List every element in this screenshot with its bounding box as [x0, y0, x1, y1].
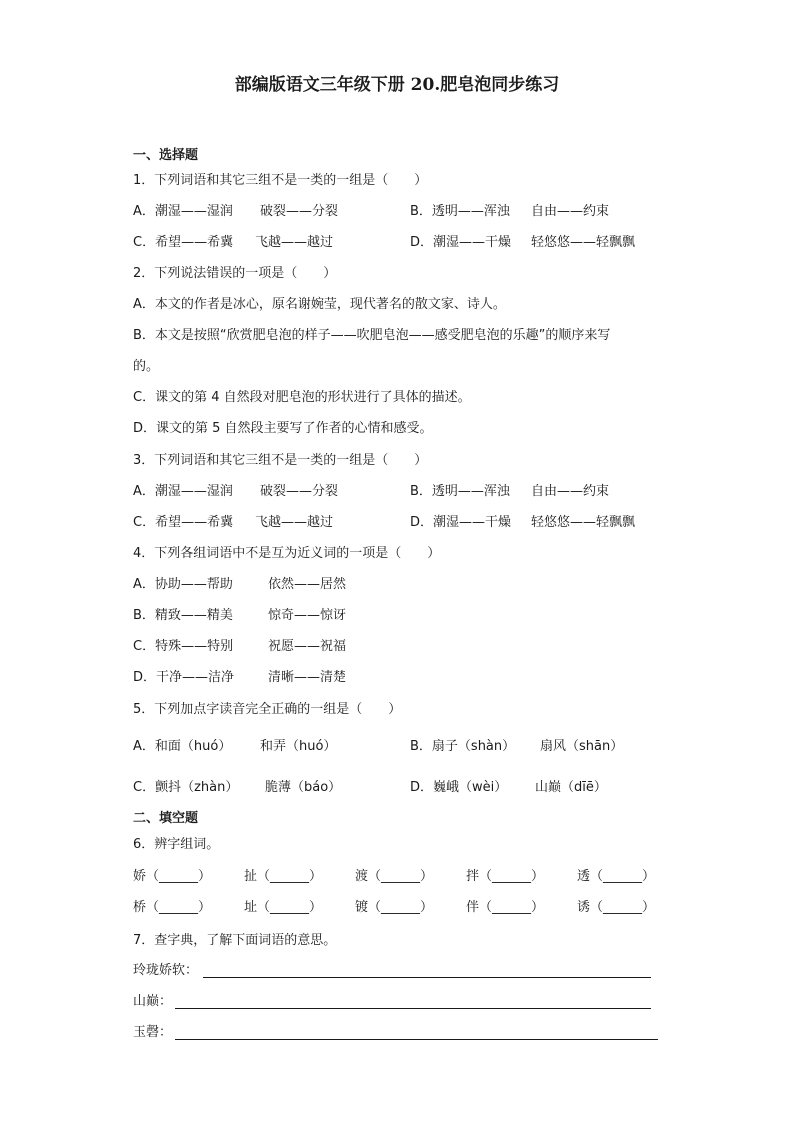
answer-line[interactable]: [203, 977, 651, 978]
option-a-pair2: 依然——居然: [268, 577, 347, 592]
option-c-pair2: 脆薄（báo）: [265, 780, 342, 795]
option-c-pair2: 祝愿——祝福: [268, 639, 347, 654]
option-b-pair2: 自由——约束: [531, 204, 610, 219]
option-a: A．潮湿——湿润: [133, 484, 233, 499]
option-b-pair1: B．精致——精美: [133, 608, 233, 623]
answer-line[interactable]: [175, 1039, 658, 1040]
option-b-pair2: 扇风（shān）: [540, 739, 624, 754]
question-3-options-ab: [133, 483, 610, 501]
option-b: B．透明——浑浊: [410, 204, 510, 219]
question-7-item-1-label: 玲珑娇软：: [133, 963, 199, 978]
question-4-option-a: [133, 576, 347, 594]
option-a-pair2: 破裂——分裂: [260, 204, 339, 219]
option-b-pair2: 惊奇——惊讶: [268, 608, 347, 623]
question-1-options-cd: [133, 234, 636, 252]
option-d-pair2: 山巅（dīē）: [535, 780, 607, 795]
option-d-pair2: 轻悠悠——轻飘飘: [531, 235, 636, 250]
question-1-stem: 1．下列词语和其它三组不是一类的一组是（ ）: [133, 173, 428, 188]
question-7-item-3-label: 玉磬：: [133, 1025, 173, 1040]
question-3-options-cd: [133, 514, 636, 532]
option-d: D．潮湿——干燥: [410, 235, 512, 250]
option-d-pair2: 轻悠悠——轻飘飘: [531, 515, 636, 530]
option-a-pair2: 和弄（huó）: [260, 739, 337, 754]
question-4-option-d: [133, 669, 347, 687]
question-5-stem: 5．下列加点字读音完全正确的一组是（ ）: [133, 702, 402, 717]
word-blank[interactable]: 渡（______）: [355, 869, 434, 884]
word-blank[interactable]: 娇（______）: [133, 869, 212, 884]
question-2-option-b: B．本文是按照“欣赏肥皂泡的样子——吹肥皂泡——感受肥皂泡的乐趣”的顺序来写: [133, 328, 611, 343]
question-4-option-b: [133, 607, 347, 625]
option-c-pair2: 飞越——越过: [255, 515, 334, 530]
question-2-option-d: D．课文的第 5 自然段主要写了作者的心情和感受。: [133, 421, 433, 436]
question-4-option-c: [133, 638, 347, 656]
section-heading-fill: 二、填空题: [133, 811, 199, 826]
option-c: C．希望——希冀: [133, 235, 234, 250]
question-1-options-ab: [133, 203, 610, 221]
answer-line[interactable]: [175, 1008, 651, 1009]
question-7-stem: 7．查字典，了解下面词语的意思。: [133, 933, 337, 948]
word-blank[interactable]: 桥（______）: [133, 900, 212, 915]
section-heading-choice: 一、选择题: [133, 148, 199, 163]
option-c: C．希望——希冀: [133, 515, 234, 530]
option-c-pair1: C．特殊——特别: [133, 639, 234, 654]
question-7-item-2-label: 山巅：: [133, 994, 173, 1009]
option-a-pair2: 破裂——分裂: [260, 484, 339, 499]
word-blank[interactable]: 伴（______）: [466, 900, 545, 915]
option-a-pair1: A．和面（huó）: [133, 739, 232, 754]
option-d: D．潮湿——干燥: [410, 515, 512, 530]
option-d-pair2: 清晰——清楚: [268, 670, 347, 685]
question-2-option-a: A．本文的作者是冰心，原名谢婉莹，现代著名的散文家、诗人。: [133, 297, 506, 312]
word-blank[interactable]: 镀（______）: [355, 900, 434, 915]
option-a-pair1: A．协助——帮助: [133, 577, 233, 592]
option-c-pair2: 飞越——越过: [255, 235, 334, 250]
word-blank[interactable]: 拌（______）: [466, 869, 545, 884]
option-c-pair1: C．颤抖（zhàn）: [133, 780, 239, 795]
option-a: A．潮湿——湿润: [133, 204, 233, 219]
question-2-stem: 2．下列说法错误的一项是（ ）: [133, 266, 337, 281]
word-blank[interactable]: 诱（______）: [577, 900, 656, 915]
option-b-pair2: 自由——约束: [531, 484, 610, 499]
question-4-stem: 4．下列各组词语中不是互为近义词的一项是（ ）: [133, 546, 441, 561]
option-b: B．透明——浑浊: [410, 484, 510, 499]
question-3-stem: 3．下列词语和其它三组不是一类的一组是（ ）: [133, 453, 428, 468]
page-title: 部编版语文三年级下册 20.肥皂泡同步练习: [234, 75, 560, 95]
question-5-options-cd: [133, 779, 607, 797]
question-2-option-c: C．课文的第 4 自然段对肥皂泡的形状进行了具体的描述。: [133, 390, 471, 405]
option-d-pair1: D．干净——洁净: [133, 670, 235, 685]
option-d-pair1: D．巍峨（wèi）: [410, 780, 508, 795]
option-b-pair1: B．扇子（shàn）: [410, 739, 516, 754]
word-blank[interactable]: 址（______）: [244, 900, 323, 915]
question-6-stem: 6．辨字组词。: [133, 837, 220, 852]
word-blank[interactable]: 扯（______）: [244, 869, 323, 884]
question-5-options-ab: [133, 738, 624, 756]
question-2-option-b-cont: 的。: [133, 359, 160, 374]
word-blank[interactable]: 透（______）: [577, 869, 656, 884]
